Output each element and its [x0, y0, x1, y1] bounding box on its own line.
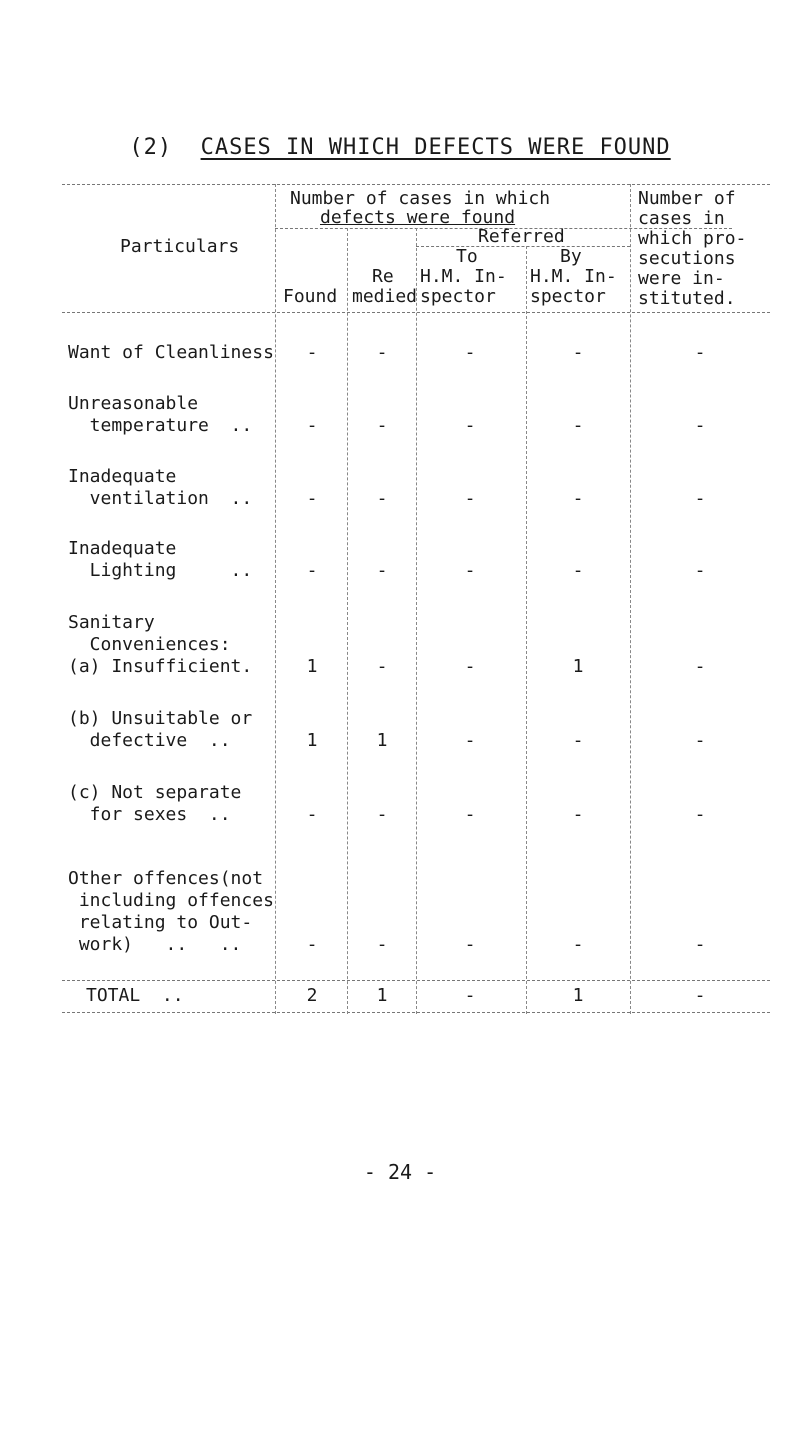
cell-to-inspector: -: [464, 488, 476, 509]
cell-to-inspector: -: [464, 934, 476, 955]
cell-by-inspector: -: [572, 342, 584, 363]
cell-prosecutions: -: [694, 934, 706, 955]
cell-remedied: -: [376, 488, 388, 509]
header-by-3: spector: [530, 286, 606, 307]
header-prosecutions-1: Number of: [638, 188, 736, 209]
cell-to-inspector: -: [464, 342, 476, 363]
cell-prosecutions: -: [694, 804, 706, 825]
col-rule-1: [275, 184, 276, 1014]
header-particulars: Particulars: [120, 236, 240, 257]
cell-remedied: 1: [376, 730, 388, 751]
cell-by-inspector: -: [572, 415, 584, 436]
cell-to-inspector: -: [464, 656, 476, 677]
header-number-of-cases-1: Number of cases in which: [290, 188, 551, 209]
cell-found: -: [306, 415, 318, 436]
total-prosecutions: -: [694, 985, 706, 1006]
cell-to-inspector: -: [464, 560, 476, 581]
header-remedied-2: medied: [352, 286, 418, 307]
col-rule-3: [416, 228, 417, 1014]
cell-by-inspector: -: [572, 804, 584, 825]
cell-remedied: -: [376, 560, 388, 581]
header-by-1: By: [560, 246, 582, 267]
cell-prosecutions: -: [694, 342, 706, 363]
cell-found: -: [306, 488, 318, 509]
row-label: Inadequate ventilation ..: [68, 466, 253, 509]
row-label: Sanitary Conveniences: (a) Insufficient.: [68, 612, 253, 677]
header-prosecutions-3: which pro-: [638, 228, 747, 249]
total-label: TOTAL ..: [86, 985, 184, 1006]
header-to-2: H.M. In-: [420, 266, 507, 287]
cell-remedied: -: [376, 656, 388, 677]
cell-remedied: -: [376, 415, 388, 436]
header-to-1: To: [456, 246, 478, 267]
row-label: Unreasonable temperature ..: [68, 393, 253, 436]
row-label: Inadequate Lighting ..: [68, 538, 253, 581]
page-title: [0, 135, 800, 160]
cell-by-inspector: -: [572, 488, 584, 509]
cell-to-inspector: -: [464, 415, 476, 436]
header-number-of-cases-2: defects were found: [320, 207, 516, 228]
title-prefix: (2): [129, 135, 173, 160]
total-found: 2: [306, 985, 318, 1006]
cell-by-inspector: -: [572, 730, 584, 751]
col-rule-4: [526, 246, 527, 1014]
cell-remedied: -: [376, 934, 388, 955]
header-by-2: H.M. In-: [530, 266, 617, 287]
cell-prosecutions: -: [694, 730, 706, 751]
header-prosecutions-4: secutions: [638, 248, 736, 269]
header-remedied-1: Re: [372, 266, 394, 287]
header-prosecutions-5: were in-: [638, 268, 725, 289]
cell-by-inspector: -: [572, 560, 584, 581]
cell-remedied: -: [376, 342, 388, 363]
cell-found: -: [306, 934, 318, 955]
title-text: CASES IN WHICH DEFECTS WERE FOUND: [200, 135, 671, 160]
header-referred: Referred: [478, 226, 565, 247]
row-label: Want of Cleanliness: [68, 342, 274, 363]
cell-by-inspector: 1: [572, 656, 584, 677]
total-by-inspector: 1: [572, 985, 584, 1006]
row-label: (c) Not separate for sexes ..: [68, 782, 242, 825]
cell-prosecutions: -: [694, 656, 706, 677]
total-remedied: 1: [376, 985, 388, 1006]
page-number: - 24 -: [363, 1160, 437, 1184]
cell-to-inspector: -: [464, 804, 476, 825]
cell-prosecutions: -: [694, 488, 706, 509]
cell-prosecutions: -: [694, 415, 706, 436]
total-to-inspector: -: [464, 985, 476, 1006]
cell-found: -: [306, 560, 318, 581]
col-rule-2: [347, 228, 348, 1014]
col-rule-5: [630, 184, 631, 1014]
cell-found: -: [306, 804, 318, 825]
header-to-3: spector: [420, 286, 496, 307]
cell-prosecutions: -: [694, 560, 706, 581]
cell-remedied: -: [376, 804, 388, 825]
header-prosecutions-6: stituted.: [638, 288, 736, 309]
cell-found: 1: [306, 656, 318, 677]
cell-to-inspector: -: [464, 730, 476, 751]
header-prosecutions-2: cases in: [638, 208, 725, 229]
row-label: Other offences(not including offences relating to Out- work) .. ..: [68, 868, 274, 955]
cell-found: 1: [306, 730, 318, 751]
row-label: (b) Unsuitable or defective ..: [68, 708, 253, 751]
cell-by-inspector: -: [572, 934, 584, 955]
header-found: Found: [283, 286, 338, 307]
table-top-rule: [62, 184, 770, 185]
cell-found: -: [306, 342, 318, 363]
